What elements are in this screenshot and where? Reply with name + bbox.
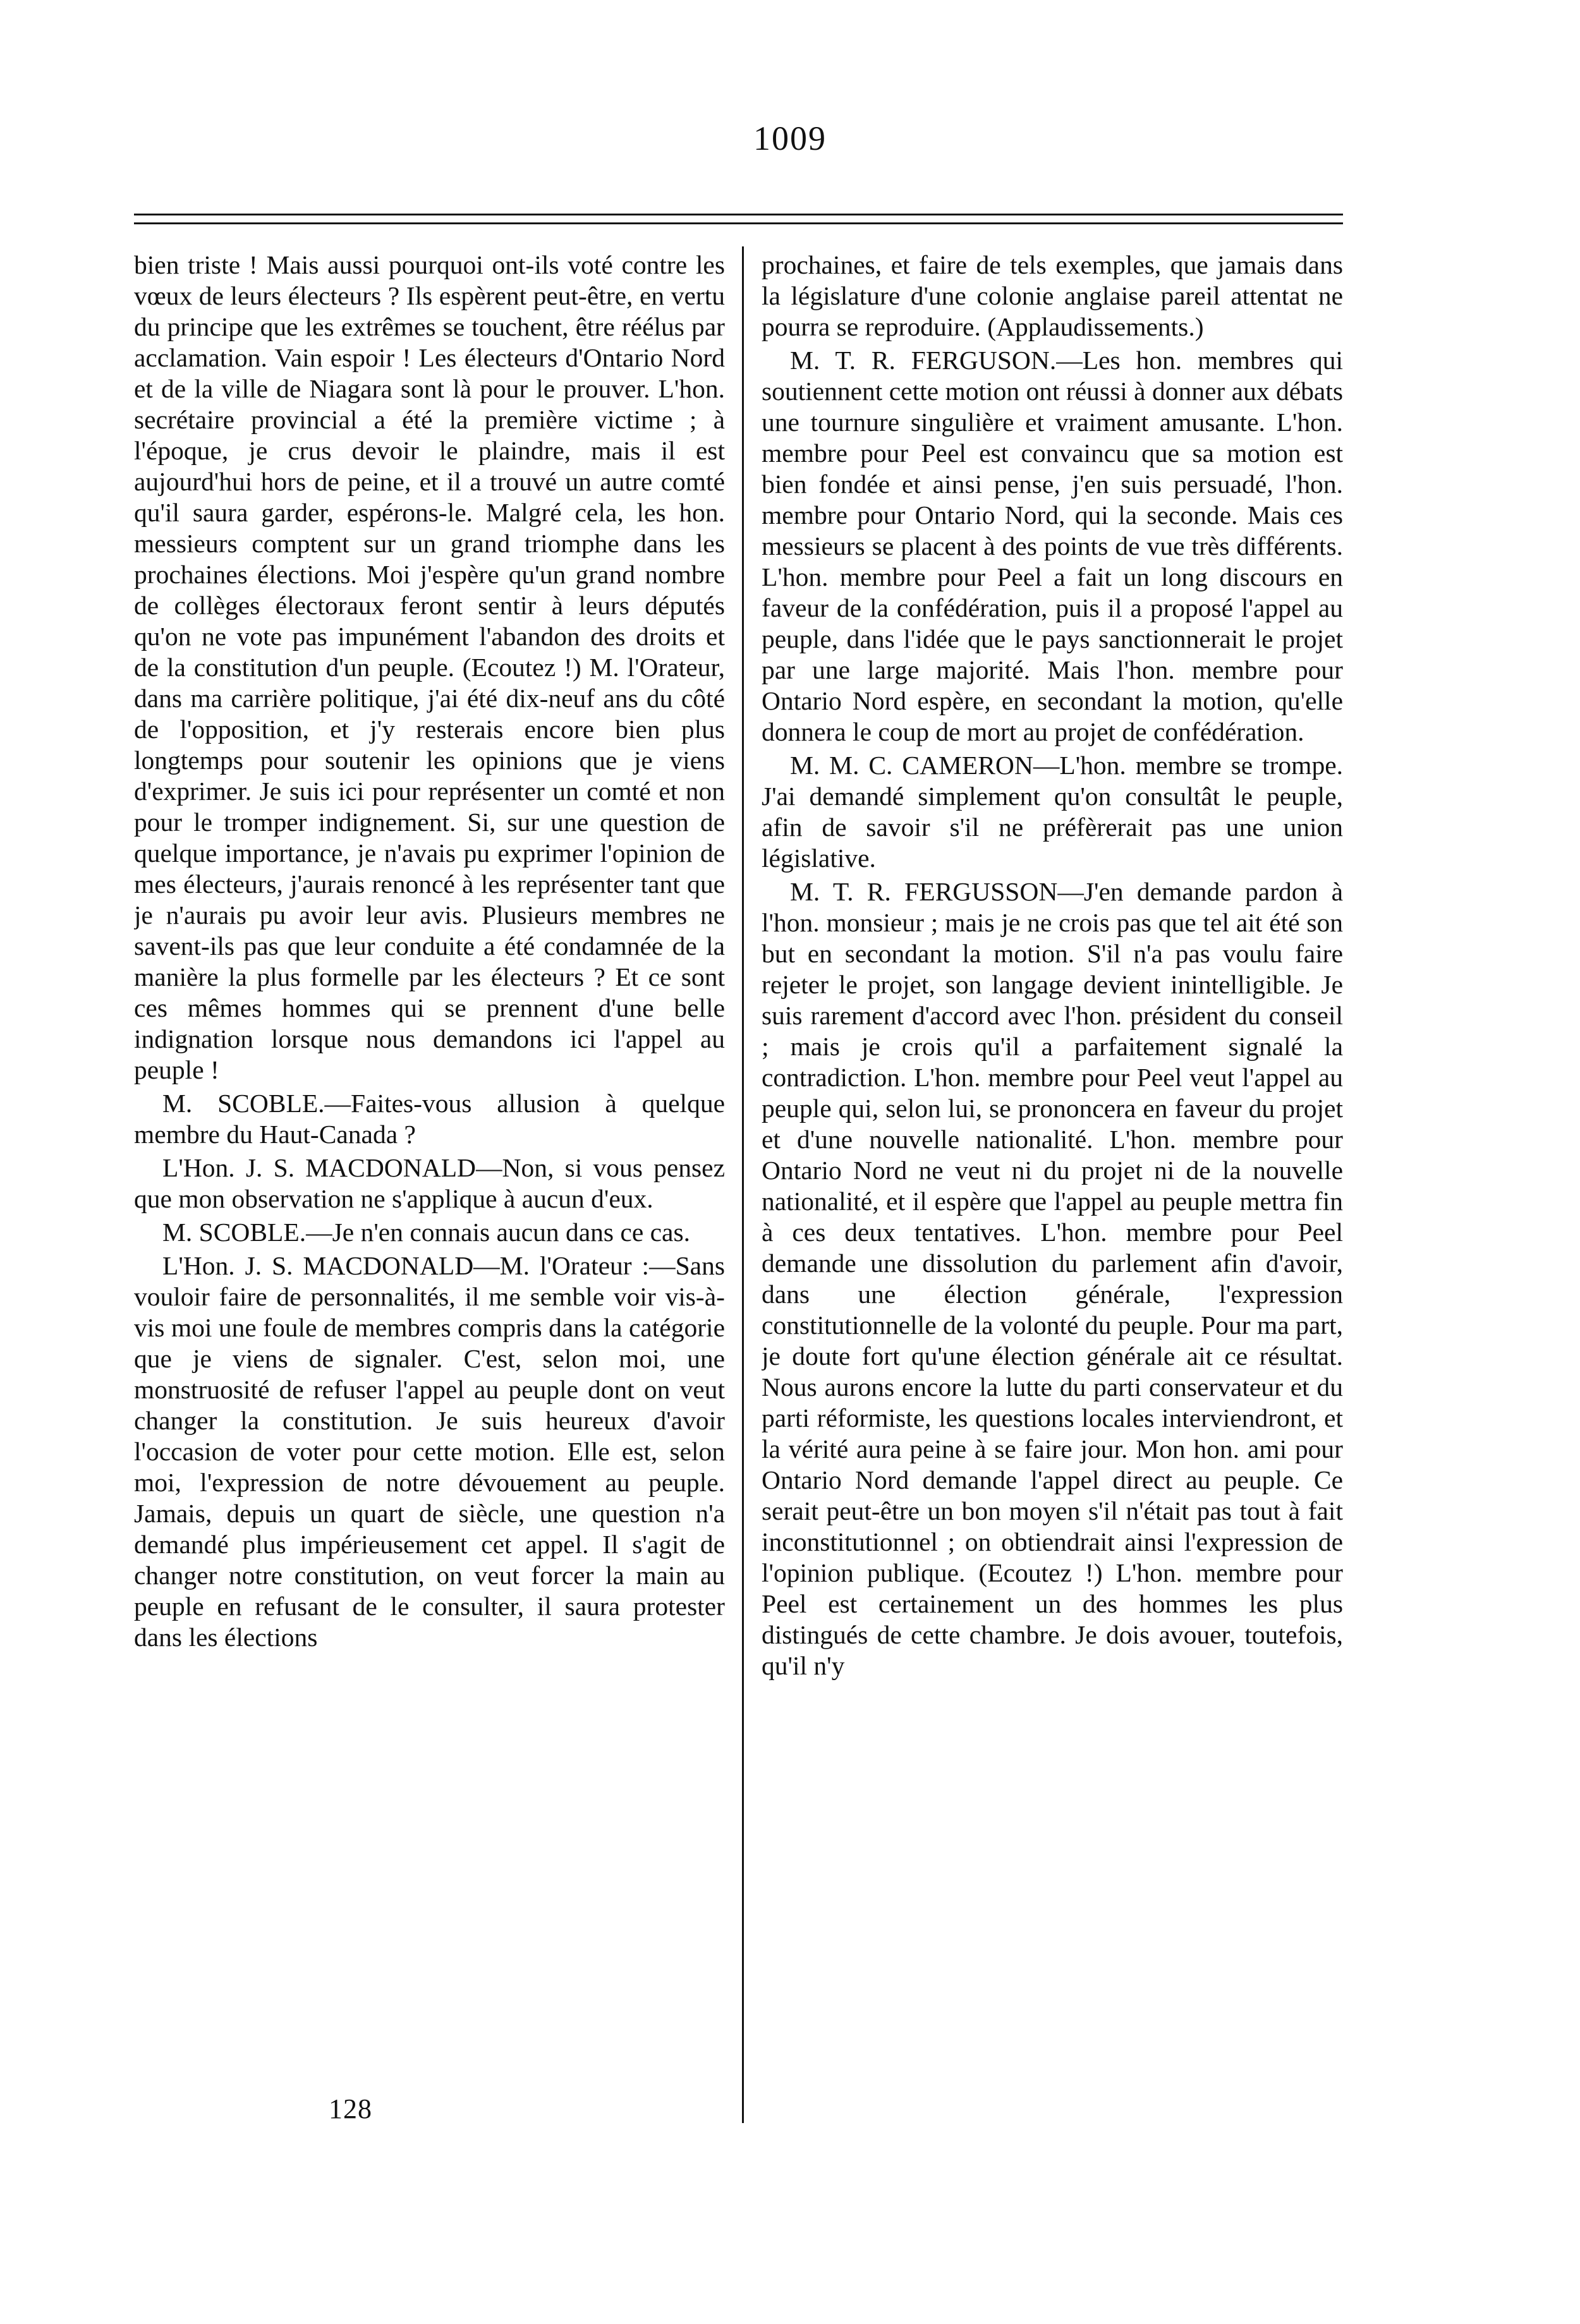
paragraph: bien triste ! Mais aussi pourquoi ont-ils voté contre les vœux de leurs électeurs ? Ils espèrent peut-être, en vertu du principe que les extrêmes se touchent, être réélus par acclamation. Vain espoir ! Les électeurs d'Ontario Nord et de la ville de Niagara sont là pour le prouver. L'hon. secrétaire provincial a été la première victime ; à l'époque, je crus devoir le plaindre, mais il est aujourd'hui hors de peine, et il a trouvé un autre comté qu'il saura garder, espérons-le. Malgré cela, les hon. messieurs comptent sur un grand triomphe dans les prochaines élections. Moi j'espère qu'un grand nombre de collèges électoraux feront sentir à leurs députés qu'on ne vote pas impunément l'abandon des droits et de la constitution d'un peuple. (Ecoutez !) M. l'Orateur, dans ma carrière politique, j'ai été dix-neuf ans du côté de l'opposition, et j'y resterais encore bien plus longtemps pour soutenir les opinions que je viens d'exprimer. Je suis ici pour représenter un comté et non pour le tromper indignement. Si, sur une question de quelque importance, je n'avais pu exprimer l'opinion de mes électeurs, j'aurais renoncé à les représenter tant que je n'aurais pu avoir leur avis. Plusieurs membres ne savent-ils pas que leur conduite a été condamnée de la manière la plus formelle par les électeurs ? Et ce sont ces mêmes hommes qui se prennent d'une belle indignation lorsque nous demandons ici l'appel au peuple ! — [134, 250, 725, 1084]
paragraph: prochaines, et faire de tels exemples, que jamais dans la législature d'une colonie anglaise pareil attentat ne pourra se reproduire. (Applaudissements.) — [762, 250, 1343, 341]
signature-mark: 128 — [329, 2093, 372, 2124]
header-rule-top — [134, 214, 1343, 215]
right-column — [762, 250, 1343, 2057]
header-rule-bottom — [134, 222, 1343, 224]
paragraph: M. SCOBLE.—Faites-vous allusion à quelque membre du Haut-Canada ? — [134, 1089, 725, 1149]
paragraph: M. SCOBLE.—Je n'en connais aucun dans ce cas. — [162, 1218, 690, 1247]
paragraph: L'Hon. J. S. MACDONALD—Non, si vous pensez que mon observation ne s'applique à aucun d'eux. — [134, 1153, 725, 1213]
paragraph: L'Hon. J. S. MACDONALD—M. l'Orateur :—Sans vouloir faire de personnalités, il me semble voir vis-à-vis moi une foule de membres compris dans la catégorie que je viens de signaler. C'est, selon moi, une monstruosité de refuser l'appel au peuple dont on veut changer la constitution. Je suis heureux d'avoir l'occasion de voter pour cette motion. Elle est, selon moi, l'expression de notre dévouement au peuple. Jamais, depuis un quart de siècle, une question n'a demandé plus impérieusement cet appel. Il s'agit de changer notre constitution, on veut forcer la main au peuple en refusant de le consulter, il saura protester dans les élections — [134, 1251, 725, 1652]
column-divider — [742, 246, 744, 2123]
page-number: 1009 — [753, 119, 827, 157]
paragraph: M. M. C. CAMERON—L'hon. membre se trompe. J'ai demandé simplement qu'on consultât le peuple, afin de savoir s'il ne préfèrerait pas une union législative. — [762, 751, 1343, 873]
paragraph: M. T. R. FERGUSSON—J'en demande pardon à l'hon. monsieur ; mais je ne crois pas que tel ait été son but en secondant la motion. S'il n'a pas voulu faire rejeter le projet, son langage devient inintelligible. Je suis rarement d'accord avec l'hon. président du conseil ; mais je crois qu'il a parfaitement signalé la contradiction. L'hon. membre pour Peel veut l'appel au peuple qui, selon lui, se prononcera en faveur du projet et d'une nouvelle nationalité. L'hon. membre pour Ontario Nord ne veut ni du projet ni de la nouvelle nationalité, et il espère que l'appel au peuple mettra fin à ces deux tentatives. L'hon. membre pour Peel demande une dissolution du parlement afin d'avoir, dans une élection générale, l'expression constitutionnelle de la volonté du peuple. Pour ma part, je doute fort qu'une élection générale ait ce résultat. Nous aurons encore la lutte du parti conservateur et du parti réformiste, les questions locales interviendront, et la vérité aura peine à se faire jour. Mon hon. ami pour Ontario Nord demande l'appel direct au peuple. Ce serait peut-être un bon moyen s'il n'était pas tout à fait inconstitutionnel ; on obtiendrait ainsi l'expression de l'opinion publique. (Ecoutez !) L'hon. membre pour Peel est certainement un des hommes les plus distingués de cette chambre. Je dois avouer, toutefois, qu'il n'y — [762, 877, 1343, 1680]
left-column — [134, 250, 725, 2057]
paragraph: M. T. R. FERGUSON.—Les hon. membres qui soutiennent cette motion ont réussi à donner aux débats une tournure singulière et vraiment amusante. L'hon. membre pour Peel est convaincu que sa motion est bien fondée et ainsi pense, j'en suis persuadé, l'hon. membre pour Ontario Nord, qui la seconde. Mais ces messieurs se placent à des points de vue très différents. L'hon. membre pour Peel a fait un long discours en faveur de la confédération, puis il a proposé l'appel au peuple, dans l'idée que le pays sanctionnerait le projet par une large majorité. Mais l'hon. membre pour Ontario Nord espère, en secondant la motion, qu'elle donnera le coup de mort au projet de confédération. — [762, 346, 1343, 746]
